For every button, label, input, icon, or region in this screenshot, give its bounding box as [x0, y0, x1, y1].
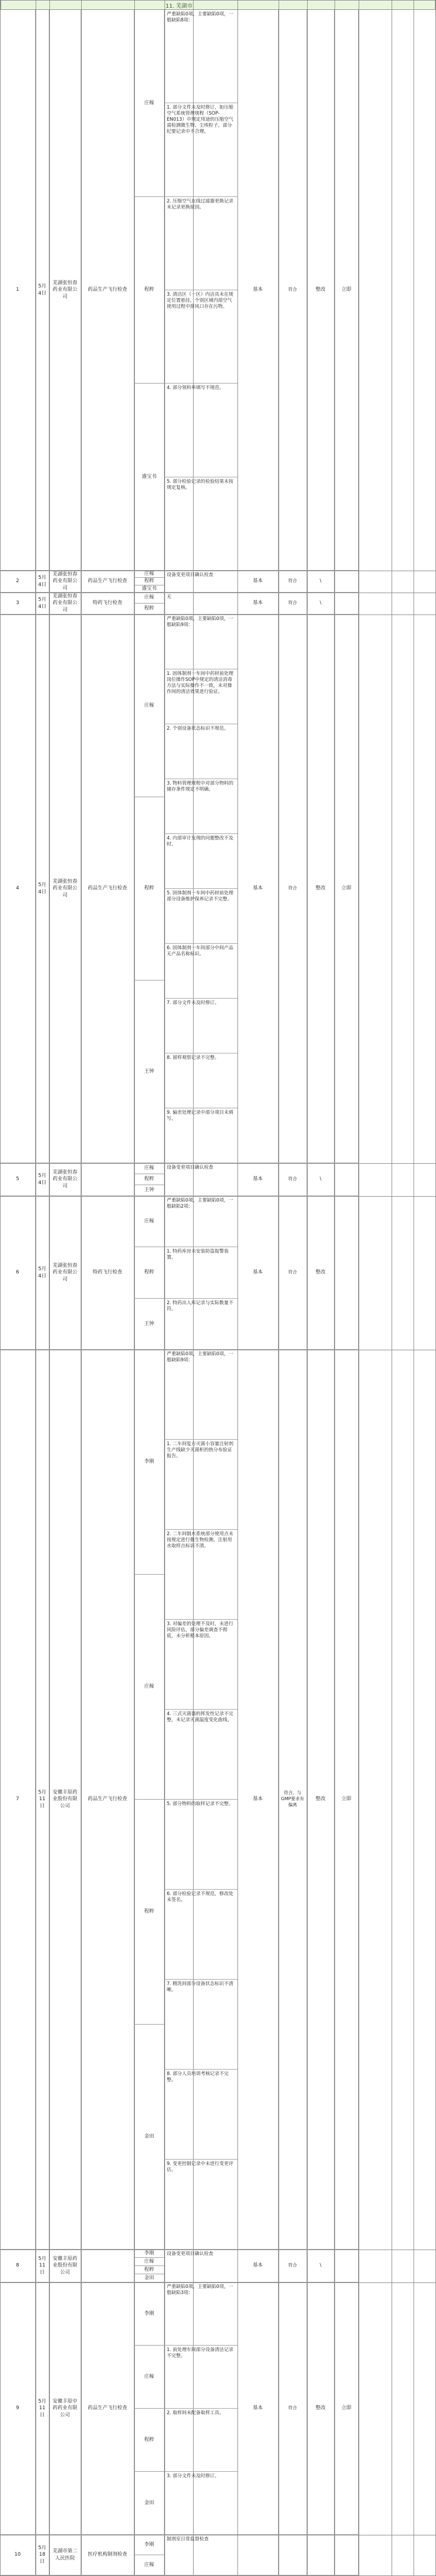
- row-date: 5月4日: [36, 593, 49, 615]
- finding-text: 严重缺陷0项，主要缺陷0项，一般缺陷2项：: [165, 1196, 237, 1247]
- row-company: 芜湖张恒春药业有限公司: [49, 615, 81, 1163]
- row-company: 芜湖张恒春药业有限公司: [49, 593, 81, 615]
- row-inspector: 庄稼: [134, 571, 165, 578]
- finding-text: 3. 部分文件未及时修订。: [165, 2472, 237, 2535]
- finding-text: 7. 精洗间部分设备状态标识不清晰。: [165, 1980, 237, 2070]
- finding-text: 4. 内部审计发现的问题整改不及时。: [165, 834, 237, 889]
- row-index: 7: [0, 1350, 36, 2250]
- row-inspector: 庄稼: [134, 10, 165, 197]
- row-measure: 整改: [307, 2282, 335, 2535]
- finding-text: 4. 三式灭菌器的挥发性记录不完整，未记录灭菌温度变化曲线。: [165, 1710, 237, 1800]
- row-index: 4: [0, 615, 36, 1163]
- row-measure: \: [307, 571, 335, 593]
- row-compliance: 符合: [279, 593, 307, 615]
- row-inspector: 盛宝书: [134, 585, 165, 593]
- row-check-type: 药品生产飞行检查: [81, 615, 134, 1163]
- row-inspector: 程粹: [134, 1800, 165, 2025]
- row-company: 芜湖张恒春药业有限公司: [49, 571, 81, 593]
- finding-text: 设备变更项目确认检查: [165, 1163, 237, 1196]
- row-inspector: 程粹: [134, 2409, 165, 2472]
- row-result: 基本: [237, 1196, 279, 1350]
- row-inspector: 庄稼: [134, 1196, 165, 1247]
- finding-text: 5. 部分物料的取样记录不完整。: [165, 1800, 237, 1890]
- row-status: [335, 1163, 359, 1196]
- row-inspector: 庄稼: [134, 2346, 165, 2409]
- row-measure: 整改: [307, 10, 335, 571]
- finding-text: 8. 部分人员培训考核记录不完整。: [165, 2070, 237, 2160]
- finding-text: 9. 变更控制记录中未进行变更评估。: [165, 2160, 237, 2250]
- row-inspector: 程粹: [134, 578, 165, 585]
- row-check-type: 药品生产飞行检查: [81, 1350, 134, 2250]
- row-compliance: 符合: [279, 2250, 307, 2282]
- finding-text: 5. 部分检验记录的检验结果未按规定复核。: [165, 477, 237, 571]
- row-company: 芜湖市第二人民医院: [49, 2535, 81, 2575]
- row-inspector: 李刚: [134, 1350, 165, 1575]
- row-date: 5月18日: [36, 2535, 49, 2575]
- row-date: 5月11日: [36, 1350, 49, 2250]
- row-status: 立即: [335, 2282, 359, 2535]
- row-status: [335, 593, 359, 615]
- finding-text: 严重缺陷0项，主要缺陷0项，一般缺陷9项：: [165, 615, 237, 669]
- row-result: 基本: [237, 615, 279, 1163]
- finding-text: 2. 二车间制水系统部分使用点未按规定进行微生物检测，注射用水取样点标识不清。: [165, 1530, 237, 1620]
- row-company: 芜湖张恒春药业有限公司: [49, 1196, 81, 1350]
- row-date: 5月11日: [36, 2282, 49, 2535]
- row-inspector: 金田: [134, 2274, 165, 2282]
- finding-text: 8. 留样观察记录不完整。: [165, 1053, 237, 1108]
- row-check-type: 特药飞行检查: [81, 1196, 134, 1350]
- region-header: [1, 0, 435, 10]
- row-result: 基本: [237, 2250, 279, 2282]
- row-result: [237, 2535, 279, 2575]
- row-result: 基本: [237, 10, 279, 571]
- row-measure: 整改: [307, 1196, 335, 1350]
- row-status: 立即: [335, 615, 359, 1163]
- row-company: 芜湖张恒春药业有限公司: [49, 10, 81, 571]
- row-inspector: 庄稼: [134, 2258, 165, 2266]
- finding-text: 1. 前处理车间部分设备清洁记录不完整。: [165, 2346, 237, 2409]
- row-measure: [307, 2535, 335, 2575]
- finding-text: 1. 特药库房未安装防盗报警装置。: [165, 1247, 237, 1299]
- row-company: 芜湖张恒春药业有限公司: [49, 1163, 81, 1196]
- row-compliance: 符合: [279, 2282, 307, 2535]
- finding-text: 严重缺陷0项，主要缺陷0项，一般缺陷9项：: [165, 1350, 237, 1440]
- finding-text: 1. 部分文件未及时修订，如压缩空气系统管理规程（SOP-EN013）中规定用途的压缩空气需检测微生物、尘埃粒子，部分纪要记录中不合理。: [165, 103, 237, 197]
- row-inspector: 庄稼: [134, 1163, 165, 1174]
- row-status: [335, 571, 359, 593]
- row-inspector: 王钟: [134, 1185, 165, 1196]
- row-inspector: 李刚: [134, 2535, 165, 2555]
- row-inspector: 程粹: [134, 197, 165, 384]
- row-status: [335, 2250, 359, 2282]
- row-company: 安徽丰原药业股份有限公司: [49, 2250, 81, 2282]
- finding-text: 无: [165, 593, 237, 615]
- row-inspector: 王钟: [134, 1299, 165, 1350]
- finding-text: 3. 对偏差的处理不及时，未进行风险评估，部分偏差调查不彻底，未分析根本原因。: [165, 1620, 237, 1710]
- finding-text: 4. 部分领料单填写不规范。: [165, 384, 237, 477]
- finding-text: 2. 取样间未配备取样工具。: [165, 2409, 237, 2472]
- row-index: 2: [0, 571, 36, 593]
- row-check-type: 医疗机构制剂检查: [81, 2535, 134, 2575]
- row-measure: \: [307, 2250, 335, 2282]
- finding-text: 2. 特药出入库记录与实际数量不符。: [165, 1299, 237, 1350]
- finding-text: 严重缺陷0项，主要缺陷0项，一般缺陷8项：: [165, 10, 237, 103]
- row-date: 5月4日: [36, 571, 49, 593]
- row-check-type: 特药飞行检查: [81, 593, 134, 615]
- row-inspector: 程粹: [134, 1174, 165, 1185]
- region-title: 11. 芜湖市: [166, 3, 193, 9]
- row-status: [335, 1196, 359, 1350]
- row-date: 5月4日: [36, 1196, 49, 1350]
- finding-text: 设备变更项目确认检查: [165, 571, 237, 593]
- row-inspector: 程粹: [134, 604, 165, 615]
- row-inspector: 庄稼: [134, 1575, 165, 1800]
- row-measure: 整改: [307, 1350, 335, 2250]
- finding-text: 6. 固体制剂一车间部分中间产品无产品名称标识。: [165, 944, 237, 999]
- row-result: 基本: [237, 1163, 279, 1196]
- row-result: 基本: [237, 571, 279, 593]
- row-company: 安徽丰原药业股份有限公司: [49, 1350, 81, 2250]
- finding-text: 7. 部分文件未及时修订。: [165, 999, 237, 1053]
- row-measure: \: [307, 1163, 335, 1196]
- row-result: 基本: [237, 593, 279, 615]
- finding-text: 1. 固体制剂一车间中药材前处理岗位操作SOP中规定的清洁消毒方法与实际操作不一致，未对操作间的清洁效果进行验证。: [165, 669, 237, 724]
- row-status: [335, 2535, 359, 2575]
- row-inspector: 程粹: [134, 2266, 165, 2274]
- row-index: 1: [0, 10, 36, 571]
- row-company: 安徽丰原中药药业有限公司: [49, 2282, 81, 2535]
- row-inspector: 庄稼: [134, 615, 165, 797]
- row-inspector: 程粹: [134, 1247, 165, 1299]
- row-date: 5月4日: [36, 1163, 49, 1196]
- row-inspector: 李刚: [134, 2282, 165, 2346]
- row-compliance: [279, 2535, 307, 2575]
- row-compliance: 符合: [279, 1163, 307, 1196]
- finding-text: 6. 部分检验记录不规范，修改处未签名。: [165, 1890, 237, 1980]
- row-inspector: 盛宝书: [134, 384, 165, 571]
- row-measure: \: [307, 593, 335, 615]
- row-measure: 整改: [307, 615, 335, 1163]
- row-index: 5: [0, 1163, 36, 1196]
- row-index: 8: [0, 2250, 36, 2282]
- row-check-type: 药品生产飞行检查: [81, 571, 134, 593]
- row-inspector: 庄稼: [134, 2555, 165, 2575]
- row-index: 10: [0, 2535, 36, 2575]
- finding-text: 9. 偏差处理记录中部分项目未填写。: [165, 1108, 237, 1163]
- finding-text: 5. 固体制剂一车间中药材前处理部分设备维护保养记录不完整。: [165, 889, 237, 944]
- row-compliance: 符合: [279, 615, 307, 1163]
- finding-text: 设备变更项目确认检查: [165, 2250, 237, 2282]
- row-index: 6: [0, 1196, 36, 1350]
- row-inspector: 王钟: [134, 980, 165, 1163]
- row-date: 5月4日: [36, 615, 49, 1163]
- finding-text: 1. 二车间复方灭菌小容量注射剂生产线缺少灭菌柜的热分布验证报告。: [165, 1440, 237, 1530]
- row-date: 5月4日: [36, 10, 49, 571]
- row-result: 基本: [237, 2282, 279, 2535]
- row-compliance: 符合: [279, 1196, 307, 1350]
- row-check-type: 药品生产飞行检查: [81, 10, 134, 571]
- finding-text: 严重缺陷0项，主要缺陷0项，一般缺陷3项：: [165, 2282, 237, 2346]
- row-result: 基本: [237, 1350, 279, 2250]
- row-status: 立即: [335, 10, 359, 571]
- row-compliance: 符合，与GMP要求有偏离: [279, 1350, 307, 2250]
- finding-text: 2. 压缩空气在线过滤器更换记录未记录更换原因。: [165, 197, 237, 290]
- row-inspector: 程粹: [134, 797, 165, 980]
- finding-text: 2. 个别设备状态标识不规范。: [165, 724, 237, 779]
- row-inspector: 李刚: [134, 2250, 165, 2258]
- row-compliance: 符合: [279, 571, 307, 593]
- row-status: 立即: [335, 1350, 359, 2250]
- row-compliance: 符合: [279, 10, 307, 571]
- row-check-type: [81, 2250, 134, 2282]
- row-inspector: 庄稼: [134, 593, 165, 604]
- finding-text: 3. 清洁区（一区）内洁具未在规定位置悬挂，个别区域内部空气使用过程中排风口存在污物。: [165, 290, 237, 384]
- finding-text: 3. 物料管理规程中对部分物料的储存条件规定不明确。: [165, 779, 237, 834]
- finding-text: 制剂室日常监督检查: [165, 2535, 237, 2575]
- row-inspector: 金田: [134, 2472, 165, 2535]
- row-index: 9: [0, 2282, 36, 2535]
- row-index: 3: [0, 593, 36, 615]
- row-check-type: 药品生产飞行检查: [81, 2282, 134, 2535]
- row-check-type: [81, 1163, 134, 1196]
- row-inspector: 金田: [134, 2025, 165, 2250]
- row-date: 5月11日: [36, 2250, 49, 2282]
